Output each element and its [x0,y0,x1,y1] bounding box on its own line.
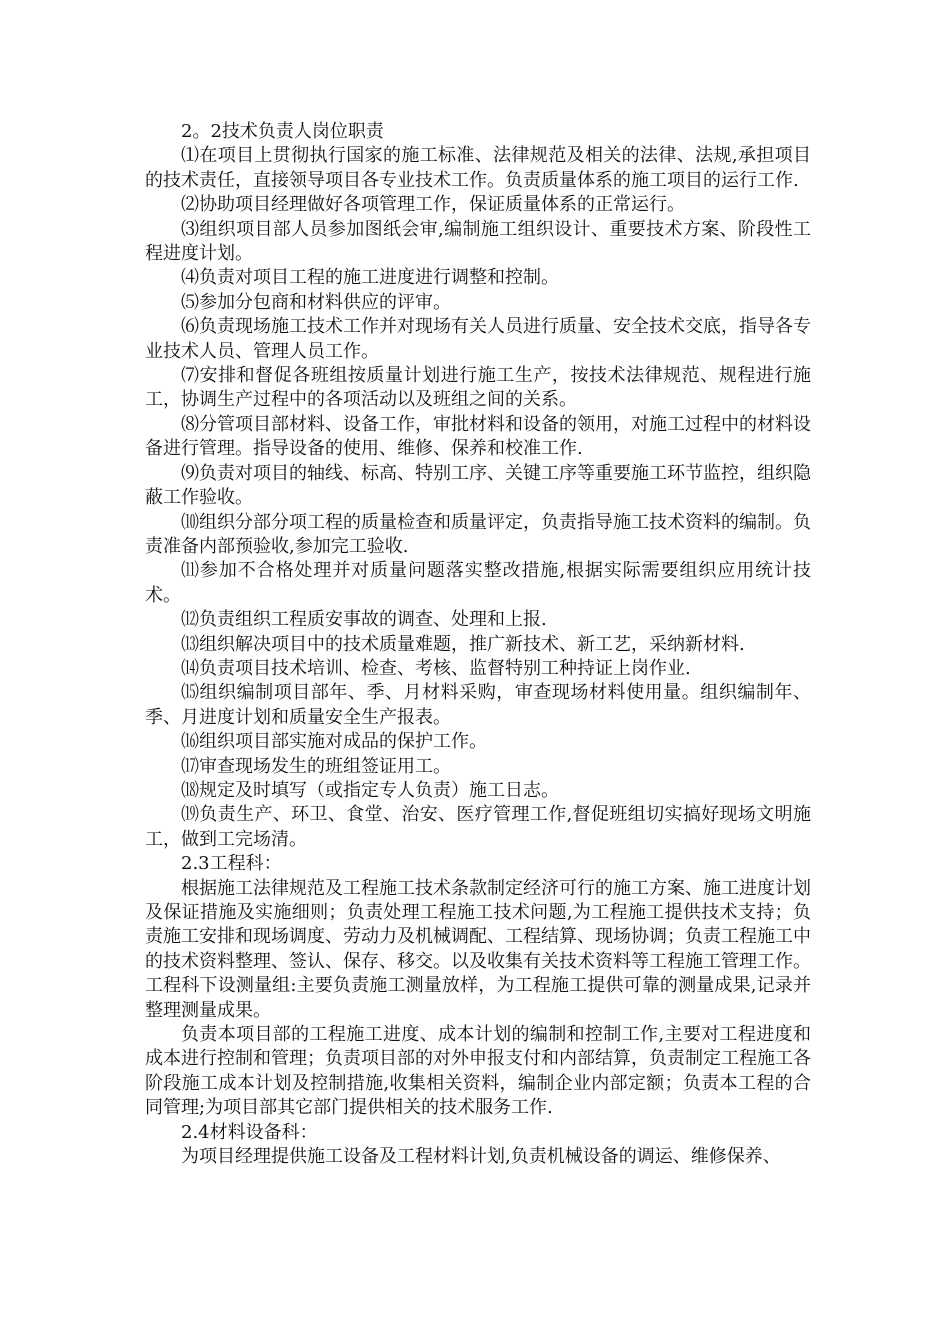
duty-item-12: ⑿负责组织工程质安事故的调查、处理和上报. [181,609,547,631]
duty-item-16: ⒃组织项目部实施对成品的保护工作。 [181,731,487,753]
duty-item-14: ⒁负责项目技术培训、检查、考核、监督特别工种持证上岗作业. [181,657,691,679]
duty-item-15: ⒂组织编制项目部年、季、月材料采购，审查现场材料使用量。组织编制年、季、月进度计划和质量安全生产报表。 [145,682,811,728]
section-heading: 2.3工程科： [181,853,282,875]
duty-item-5: ⑸参加分包商和材料供应的评审。 [181,291,451,313]
duty-item-3: ⑶组织项目部人员参加图纸会审,编制施工组织设计、重要技术方案、阶段性工程进度计划。 [145,218,811,265]
duty-item-6: ⑹负责现场施工技术工作并对现场有关人员进行质量、安全技术交底，指导各专业技术人员、管理人员工作。 [145,316,811,362]
duty-item-2: ⑵协助项目经理做好各项管理工作，保证质量体系的正常运行。 [181,194,685,216]
duty-item-7: ⑺安排和督促各班组按质量计划进行施工生产，按技术法律规范、规程进行施工，协调生产过程中的各项活动以及班组之间的关系。 [145,365,811,411]
duty-item-1: ⑴在项目上贯彻执行国家的施工标准、法律规范及相关的法律、法规,承担项目的技术责任，直接领导项目各专业技术工作。负责质量体系的施工项目的运行工作. [145,145,811,191]
duty-item-19: ⒆负责生产、环卫、食堂、治安、医疗管理工作,督促班组切实搞好现场文明施工，做到工完场清。 [145,804,811,850]
duty-item-9: ⑼负责对项目的轴线、标高、特别工序、关键工序等重要施工环节监控，组织隐蔽工作验收。 [145,462,811,509]
duty-item-18: ⒅规定及时填写（或指定专人负责）施工日志。 [181,779,559,801]
duty-item-17: ⒄审查现场发生的班组签证用工。 [181,755,451,777]
duty-item-13: ⒀组织解决项目中的技术质量难题，推广新技术、新工艺，采纳新材料. [181,633,745,655]
section-heading: 2.4材料设备科： [181,1121,318,1143]
body-paragraph: 为项目经理提供施工设备及工程材料计划,负责机械设备的调运、维修保养、 [181,1146,781,1168]
body-paragraph: 负责本项目部的工程施工进度、成本计划的编制和控制工作,主要对工程进度和成本进行控制和管理；负责项目部的对外申报支付和内部结算，负责制定工程施工各阶段施工成本计划及控制措施,收集相关资料，编制企业内部定额；负责本工程的合同管理;为项目部其它部门提供相关的技术服务工作. [145,1024,811,1119]
section-heading: 2。2技术负责人岗位职责 [181,121,384,142]
duty-item-10: ⑽组织分部分项工程的质量检查和质量评定，负责指导施工技术资料的编制。负责准备内部预验收,参加完工验收. [145,511,811,557]
duty-item-8: ⑻分管项目部材料、设备工作，审批材料和设备的领用，对施工过程中的材料设备进行管理。指导设备的使用、维修、保养和校准工作. [145,413,811,460]
duty-item-11: ⑾参加不合格处理并对质量问题落实整改措施,根据实际需要组织应用统计技术。 [145,560,811,606]
duty-item-4: ⑷负责对项目工程的施工进度进行调整和控制。 [181,267,559,289]
body-paragraph: 根据施工法律规范及工程施工技术条款制定经济可行的施工方案、施工进度计划及保证措施及实施细则；负责处理工程施工技术问题,为工程施工提供技术支持；负责施工安排和现场调度、劳动力及机械调配、工程结算、现场协调；负责工程施工中的技术资料整理、签认、保存、移交。以及收集有关技术资料等工程施工管理工作。工程科下设测量组:主要负责施工测量放样，为工程施工提供可靠的测量成果,记录并整理测量成果。 [145,877,811,1021]
document-page [145,120,811,1169]
